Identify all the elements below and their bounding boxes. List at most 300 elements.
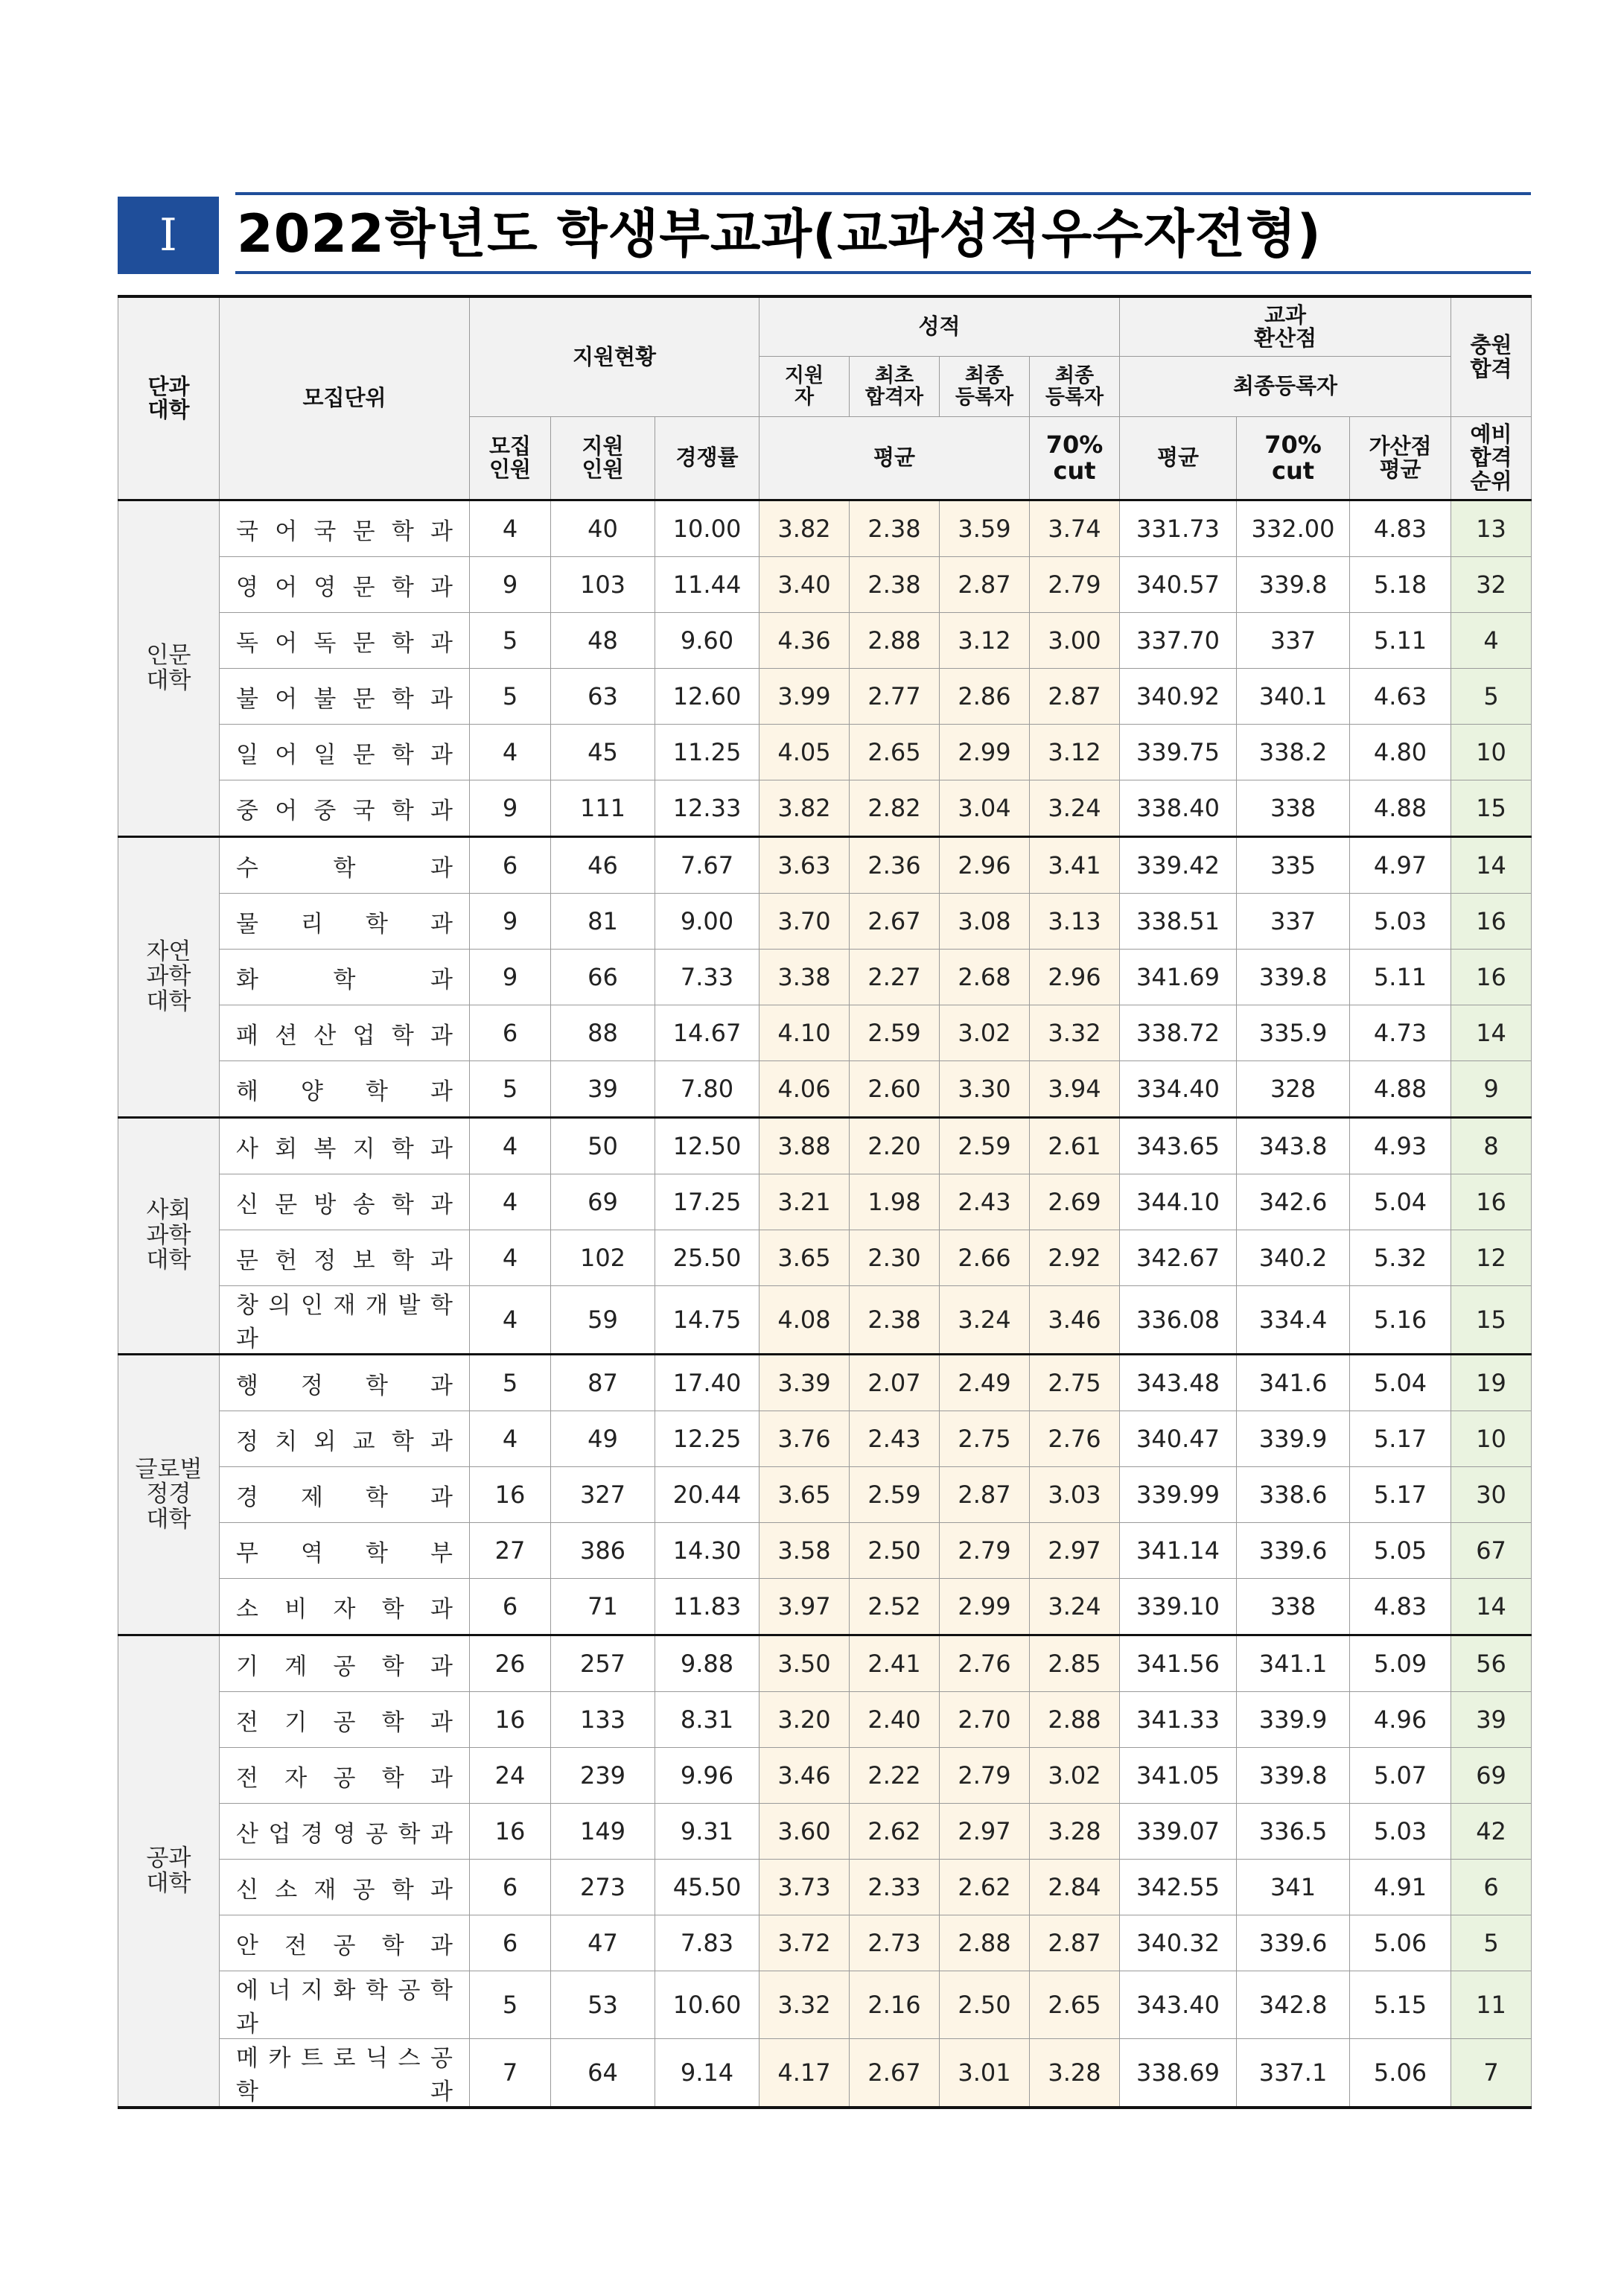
competition-ratio: 11.25 — [655, 725, 760, 780]
converted-avg: 338.40 — [1120, 780, 1237, 837]
converted-cut70: 340.2 — [1237, 1230, 1350, 1286]
grade-initial-avg: 2.36 — [850, 837, 940, 894]
department-label: 국 어 국 문 학 과 — [236, 518, 453, 545]
grade-initial-avg: 2.59 — [850, 1005, 940, 1061]
converted-cut70: 339.6 — [1237, 1915, 1350, 1971]
quota: 5 — [470, 669, 551, 725]
department-label: 소 비 자 학 과 — [236, 1595, 453, 1623]
converted-cut70: 341.6 — [1237, 1355, 1350, 1411]
grade-final-avg: 2.76 — [940, 1635, 1030, 1692]
waitlist-rank: 42 — [1451, 1804, 1532, 1860]
grade-final-cut70: 2.87 — [1030, 1915, 1120, 1971]
college-name: 공과 대학 — [118, 1635, 220, 2108]
grade-applicant-avg: 3.88 — [760, 1118, 850, 1174]
converted-cut70: 341 — [1237, 1860, 1350, 1915]
table-row — [118, 1692, 1532, 1748]
waitlist-rank: 19 — [1451, 1355, 1532, 1411]
department-label: 안 전 공 학 과 — [236, 1932, 453, 1959]
table-row — [118, 1230, 1532, 1286]
grade-applicant-avg: 3.40 — [760, 557, 850, 613]
grade-initial-avg: 2.40 — [850, 1692, 940, 1748]
waitlist-rank: 5 — [1451, 669, 1532, 725]
bonus-avg: 4.63 — [1350, 669, 1451, 725]
converted-cut70: 328 — [1237, 1061, 1350, 1118]
converted-avg: 342.55 — [1120, 1860, 1237, 1915]
department-name — [220, 950, 470, 1005]
department-name — [220, 1748, 470, 1804]
department-name — [220, 725, 470, 780]
grade-initial-avg: 2.07 — [850, 1355, 940, 1411]
bonus-avg: 4.91 — [1350, 1860, 1451, 1915]
quota: 9 — [470, 950, 551, 1005]
grade-applicant-avg: 3.72 — [760, 1915, 850, 1971]
table-row — [118, 1355, 1532, 1411]
grade-applicant-avg: 3.50 — [760, 1635, 850, 1692]
applicants: 48 — [551, 613, 655, 669]
grade-final-avg: 2.43 — [940, 1174, 1030, 1230]
converted-avg: 339.07 — [1120, 1804, 1237, 1860]
grade-applicant-avg: 3.63 — [760, 837, 850, 894]
page-title: 2022학년도 학생부교과(교과성적우수자전형) — [237, 203, 1322, 264]
table-row — [118, 1005, 1532, 1061]
applicants: 102 — [551, 1230, 655, 1286]
applicants: 49 — [551, 1411, 655, 1467]
table-row — [118, 1635, 1532, 1692]
grade-final-avg: 2.79 — [940, 1748, 1030, 1804]
college-name: 글로벌 정경 대학 — [118, 1355, 220, 1635]
applicants: 273 — [551, 1860, 655, 1915]
college-name: 사회 과학 대학 — [118, 1118, 220, 1355]
converted-cut70: 336.5 — [1237, 1804, 1350, 1860]
converted-avg: 340.32 — [1120, 1915, 1237, 1971]
converted-cut70: 338.6 — [1237, 1467, 1350, 1523]
table-header — [118, 296, 1532, 500]
department-name — [220, 1061, 470, 1118]
admission-results-table — [118, 295, 1532, 2109]
grade-final-avg: 2.79 — [940, 1523, 1030, 1579]
table-row — [118, 1286, 1532, 1355]
waitlist-rank: 56 — [1451, 1635, 1532, 1692]
table-row — [118, 780, 1532, 837]
grade-applicant-avg: 3.20 — [760, 1692, 850, 1748]
section-marker: I — [118, 197, 219, 274]
grade-final-avg: 2.66 — [940, 1230, 1030, 1286]
department-label: 신 소 재 공 학 과 — [236, 1876, 453, 1904]
grade-final-avg: 3.24 — [940, 1286, 1030, 1355]
converted-avg: 341.69 — [1120, 950, 1237, 1005]
converted-avg: 344.10 — [1120, 1174, 1237, 1230]
grade-initial-avg: 2.67 — [850, 2039, 940, 2108]
header-conv-cut70: 70% cut — [1237, 417, 1350, 500]
grade-final-cut70: 3.24 — [1030, 1579, 1120, 1635]
grade-initial-avg: 2.41 — [850, 1635, 940, 1692]
applicants: 239 — [551, 1748, 655, 1804]
grade-final-avg: 2.99 — [940, 725, 1030, 780]
converted-cut70: 343.8 — [1237, 1118, 1350, 1174]
grade-final-avg: 2.50 — [940, 1971, 1030, 2039]
converted-avg: 331.73 — [1120, 500, 1237, 557]
table-row — [118, 1467, 1532, 1523]
converted-cut70: 341.1 — [1237, 1635, 1350, 1692]
waitlist-rank: 14 — [1451, 1579, 1532, 1635]
table-row — [118, 669, 1532, 725]
bonus-avg: 4.80 — [1350, 725, 1451, 780]
header-average: 평균 — [760, 417, 1030, 500]
title-rule-top — [235, 192, 1531, 195]
department-label: 해 양 학 과 — [236, 1078, 453, 1105]
quota: 4 — [470, 1230, 551, 1286]
grade-final-cut70: 2.79 — [1030, 557, 1120, 613]
table-row — [118, 2039, 1532, 2108]
converted-avg: 337.70 — [1120, 613, 1237, 669]
grade-applicant-avg: 4.10 — [760, 1005, 850, 1061]
department-label: 물 리 학 과 — [236, 910, 453, 938]
table-row — [118, 500, 1532, 557]
grade-final-cut70: 2.69 — [1030, 1174, 1120, 1230]
department-name — [220, 1692, 470, 1748]
quota: 5 — [470, 613, 551, 669]
competition-ratio: 14.30 — [655, 1523, 760, 1579]
department-name — [220, 894, 470, 950]
converted-cut70: 337 — [1237, 613, 1350, 669]
grade-initial-avg: 2.38 — [850, 1286, 940, 1355]
table-row — [118, 1971, 1532, 2039]
converted-cut70: 334.4 — [1237, 1286, 1350, 1355]
grade-final-avg: 3.02 — [940, 1005, 1030, 1061]
quota: 6 — [470, 1579, 551, 1635]
applicants: 66 — [551, 950, 655, 1005]
applicants: 50 — [551, 1118, 655, 1174]
waitlist-rank: 67 — [1451, 1523, 1532, 1579]
quota: 5 — [470, 1061, 551, 1118]
converted-avg: 341.05 — [1120, 1748, 1237, 1804]
converted-cut70: 339.9 — [1237, 1692, 1350, 1748]
grade-final-avg: 2.88 — [940, 1915, 1030, 1971]
header-application-status: 지원현황 — [470, 296, 760, 417]
table-row — [118, 1118, 1532, 1174]
department-name — [220, 1355, 470, 1411]
department-label: 전 자 공 학 과 — [236, 1764, 453, 1792]
grade-final-cut70: 2.87 — [1030, 669, 1120, 725]
competition-ratio: 25.50 — [655, 1230, 760, 1286]
competition-ratio: 14.67 — [655, 1005, 760, 1061]
grade-applicant-avg: 4.36 — [760, 613, 850, 669]
header-converted-score: 교과 환산점 — [1120, 296, 1451, 357]
converted-avg: 338.72 — [1120, 1005, 1237, 1061]
bonus-avg: 5.17 — [1350, 1467, 1451, 1523]
bonus-avg: 5.03 — [1350, 1804, 1451, 1860]
converted-avg: 340.47 — [1120, 1411, 1237, 1467]
waitlist-rank: 32 — [1451, 557, 1532, 613]
department-name — [220, 1230, 470, 1286]
grade-applicant-avg: 4.06 — [760, 1061, 850, 1118]
department-label: 산 업 경 영 공 학 과 — [236, 1820, 453, 1848]
grade-final-avg: 2.59 — [940, 1118, 1030, 1174]
waitlist-rank: 14 — [1451, 1005, 1532, 1061]
applicants: 53 — [551, 1971, 655, 2039]
converted-cut70: 339.8 — [1237, 1748, 1350, 1804]
waitlist-rank: 15 — [1451, 1286, 1532, 1355]
header-unit: 모집단위 — [220, 296, 470, 500]
table-body — [118, 500, 1532, 2108]
waitlist-rank: 7 — [1451, 2039, 1532, 2108]
competition-ratio: 7.67 — [655, 837, 760, 894]
grade-final-avg: 2.75 — [940, 1411, 1030, 1467]
grade-applicant-avg: 3.58 — [760, 1523, 850, 1579]
grade-final-avg: 3.01 — [940, 2039, 1030, 2108]
grade-initial-avg: 2.82 — [850, 780, 940, 837]
bonus-avg: 5.04 — [1350, 1174, 1451, 1230]
quota: 6 — [470, 1005, 551, 1061]
grade-final-cut70: 3.32 — [1030, 1005, 1120, 1061]
grade-initial-avg: 2.38 — [850, 500, 940, 557]
department-name — [220, 1411, 470, 1467]
bonus-avg: 5.04 — [1350, 1355, 1451, 1411]
grade-initial-avg: 2.60 — [850, 1061, 940, 1118]
converted-avg: 340.92 — [1120, 669, 1237, 725]
grade-applicant-avg: 3.73 — [760, 1860, 850, 1915]
department-name — [220, 557, 470, 613]
applicants: 46 — [551, 837, 655, 894]
grade-initial-avg: 2.52 — [850, 1579, 940, 1635]
bonus-avg: 4.93 — [1350, 1118, 1451, 1174]
competition-ratio: 9.31 — [655, 1804, 760, 1860]
header-applicants: 지원 자 — [760, 357, 850, 417]
waitlist-rank: 14 — [1451, 837, 1532, 894]
converted-cut70: 339.8 — [1237, 950, 1350, 1005]
department-name — [220, 1915, 470, 1971]
converted-avg: 338.69 — [1120, 2039, 1237, 2108]
waitlist-rank: 6 — [1451, 1860, 1532, 1915]
department-label: 패 션 산 업 학 과 — [236, 1022, 453, 1049]
grade-final-cut70: 2.61 — [1030, 1118, 1120, 1174]
department-name — [220, 500, 470, 557]
waitlist-rank: 4 — [1451, 613, 1532, 669]
converted-avg: 342.67 — [1120, 1230, 1237, 1286]
department-name — [220, 1118, 470, 1174]
grade-initial-avg: 2.27 — [850, 950, 940, 1005]
converted-cut70: 342.6 — [1237, 1174, 1350, 1230]
grade-applicant-avg: 3.99 — [760, 669, 850, 725]
quota: 9 — [470, 894, 551, 950]
grade-final-cut70: 3.74 — [1030, 500, 1120, 557]
header-initial-passers: 최초 합격자 — [850, 357, 940, 417]
grade-initial-avg: 2.50 — [850, 1523, 940, 1579]
waitlist-rank: 16 — [1451, 950, 1532, 1005]
quota: 5 — [470, 1355, 551, 1411]
competition-ratio: 7.83 — [655, 1915, 760, 1971]
department-name — [220, 1804, 470, 1860]
grade-final-cut70: 3.94 — [1030, 1061, 1120, 1118]
grade-final-cut70: 3.02 — [1030, 1748, 1120, 1804]
converted-avg: 339.75 — [1120, 725, 1237, 780]
table-row — [118, 725, 1532, 780]
grade-final-cut70: 3.12 — [1030, 725, 1120, 780]
department-label: 수 학 과 — [236, 854, 453, 882]
department-name — [220, 669, 470, 725]
quota: 6 — [470, 1915, 551, 1971]
waitlist-rank: 39 — [1451, 1692, 1532, 1748]
bonus-avg: 5.09 — [1350, 1635, 1451, 1692]
department-label: 중 어 중 국 학 과 — [236, 797, 453, 824]
grade-initial-avg: 2.88 — [850, 613, 940, 669]
header-final-registrants-conv: 최종등록자 — [1120, 357, 1451, 417]
grade-initial-avg: 2.73 — [850, 1915, 940, 1971]
grade-final-avg: 3.59 — [940, 500, 1030, 557]
grade-final-cut70: 3.24 — [1030, 780, 1120, 837]
grade-final-cut70: 3.28 — [1030, 1804, 1120, 1860]
quota: 4 — [470, 1286, 551, 1355]
table-row — [118, 1523, 1532, 1579]
grade-final-cut70: 3.41 — [1030, 837, 1120, 894]
converted-cut70: 337.1 — [1237, 2039, 1350, 2108]
competition-ratio: 7.80 — [655, 1061, 760, 1118]
department-name — [220, 1523, 470, 1579]
competition-ratio: 12.60 — [655, 669, 760, 725]
converted-cut70: 337 — [1237, 894, 1350, 950]
converted-avg: 341.14 — [1120, 1523, 1237, 1579]
waitlist-rank: 11 — [1451, 1971, 1532, 2039]
converted-avg: 343.40 — [1120, 1971, 1237, 2039]
department-label: 화 학 과 — [236, 966, 453, 993]
department-label: 전 기 공 학 과 — [236, 1708, 453, 1736]
quota: 9 — [470, 557, 551, 613]
grade-final-cut70: 2.92 — [1030, 1230, 1120, 1286]
grade-final-avg: 2.62 — [940, 1860, 1030, 1915]
waitlist-rank: 16 — [1451, 894, 1532, 950]
quota: 4 — [470, 725, 551, 780]
department-label: 에 너 지 화 학 공 학 과 — [236, 1977, 453, 2038]
bonus-avg: 4.97 — [1350, 837, 1451, 894]
waitlist-rank: 69 — [1451, 1748, 1532, 1804]
header-quota: 모집 인원 — [470, 417, 551, 500]
header-cut70: 70% cut — [1030, 417, 1120, 500]
grade-applicant-avg: 3.65 — [760, 1467, 850, 1523]
grade-final-avg: 3.08 — [940, 894, 1030, 950]
bonus-avg: 4.73 — [1350, 1005, 1451, 1061]
competition-ratio: 7.33 — [655, 950, 760, 1005]
converted-cut70: 338.2 — [1237, 725, 1350, 780]
quota: 7 — [470, 2039, 551, 2108]
converted-cut70: 342.8 — [1237, 1971, 1350, 2039]
bonus-avg: 5.07 — [1350, 1748, 1451, 1804]
bonus-avg: 4.96 — [1350, 1692, 1451, 1748]
header-college: 단과 대학 — [118, 296, 220, 500]
header-final-registrants-cut: 최종 등록자 — [1030, 357, 1120, 417]
grade-applicant-avg: 3.82 — [760, 500, 850, 557]
applicants: 63 — [551, 669, 655, 725]
converted-cut70: 332.00 — [1237, 500, 1350, 557]
department-name — [220, 1467, 470, 1523]
table-row — [118, 1061, 1532, 1118]
grade-final-cut70: 2.84 — [1030, 1860, 1120, 1915]
grade-final-avg: 2.70 — [940, 1692, 1030, 1748]
grade-initial-avg: 2.22 — [850, 1748, 940, 1804]
quota: 4 — [470, 1411, 551, 1467]
grade-final-cut70: 3.28 — [1030, 2039, 1120, 2108]
applicants: 45 — [551, 725, 655, 780]
grade-final-avg: 3.30 — [940, 1061, 1030, 1118]
competition-ratio: 11.44 — [655, 557, 760, 613]
quota: 16 — [470, 1804, 551, 1860]
quota: 27 — [470, 1523, 551, 1579]
grade-initial-avg: 2.65 — [850, 725, 940, 780]
grade-applicant-avg: 3.65 — [760, 1230, 850, 1286]
department-name — [220, 780, 470, 837]
bonus-avg: 5.05 — [1350, 1523, 1451, 1579]
converted-cut70: 339.9 — [1237, 1411, 1350, 1467]
waitlist-rank: 5 — [1451, 1915, 1532, 1971]
bonus-avg: 5.06 — [1350, 2039, 1451, 2108]
grade-initial-avg: 2.77 — [850, 669, 940, 725]
competition-ratio: 12.50 — [655, 1118, 760, 1174]
converted-avg: 339.42 — [1120, 837, 1237, 894]
applicants: 69 — [551, 1174, 655, 1230]
competition-ratio: 20.44 — [655, 1467, 760, 1523]
grade-initial-avg: 2.16 — [850, 1971, 940, 2039]
converted-cut70: 340.1 — [1237, 669, 1350, 725]
grade-initial-avg: 2.67 — [850, 894, 940, 950]
department-name — [220, 837, 470, 894]
waitlist-rank: 10 — [1451, 1411, 1532, 1467]
grade-final-avg: 2.97 — [940, 1804, 1030, 1860]
grade-final-avg: 2.68 — [940, 950, 1030, 1005]
table-row — [118, 1174, 1532, 1230]
grade-final-avg: 2.87 — [940, 557, 1030, 613]
college-name: 자연 과학 대학 — [118, 837, 220, 1118]
department-name — [220, 1860, 470, 1915]
applicants: 87 — [551, 1355, 655, 1411]
waitlist-rank: 12 — [1451, 1230, 1532, 1286]
applicants: 386 — [551, 1523, 655, 1579]
grade-initial-avg: 2.62 — [850, 1804, 940, 1860]
bonus-avg: 5.06 — [1350, 1915, 1451, 1971]
bonus-avg: 4.88 — [1350, 1061, 1451, 1118]
converted-avg: 341.56 — [1120, 1635, 1237, 1692]
grade-applicant-avg: 3.39 — [760, 1355, 850, 1411]
grade-applicant-avg: 3.97 — [760, 1579, 850, 1635]
applicants: 149 — [551, 1804, 655, 1860]
applicants: 59 — [551, 1286, 655, 1355]
applicants: 40 — [551, 500, 655, 557]
converted-avg: 343.48 — [1120, 1355, 1237, 1411]
title-rule-bottom — [235, 271, 1531, 274]
department-name — [220, 2039, 470, 2108]
bonus-avg: 5.16 — [1350, 1286, 1451, 1355]
quota: 6 — [470, 1860, 551, 1915]
table-row — [118, 950, 1532, 1005]
bonus-avg: 5.17 — [1350, 1411, 1451, 1467]
grade-applicant-avg: 3.32 — [760, 1971, 850, 2039]
grade-applicant-avg: 4.08 — [760, 1286, 850, 1355]
grade-applicant-avg: 3.21 — [760, 1174, 850, 1230]
waitlist-rank: 8 — [1451, 1118, 1532, 1174]
applicants: 81 — [551, 894, 655, 950]
department-label: 정 치 외 교 학 과 — [236, 1428, 453, 1455]
waitlist-rank: 15 — [1451, 780, 1532, 837]
competition-ratio: 9.96 — [655, 1748, 760, 1804]
table-row — [118, 837, 1532, 894]
grade-initial-avg: 2.33 — [850, 1860, 940, 1915]
bonus-avg: 4.83 — [1350, 500, 1451, 557]
bonus-avg: 5.18 — [1350, 557, 1451, 613]
header-additional-pass: 충원 합격 — [1451, 296, 1532, 417]
waitlist-rank: 16 — [1451, 1174, 1532, 1230]
grade-final-avg: 3.04 — [940, 780, 1030, 837]
competition-ratio: 14.75 — [655, 1286, 760, 1355]
converted-cut70: 338 — [1237, 1579, 1350, 1635]
quota: 4 — [470, 500, 551, 557]
